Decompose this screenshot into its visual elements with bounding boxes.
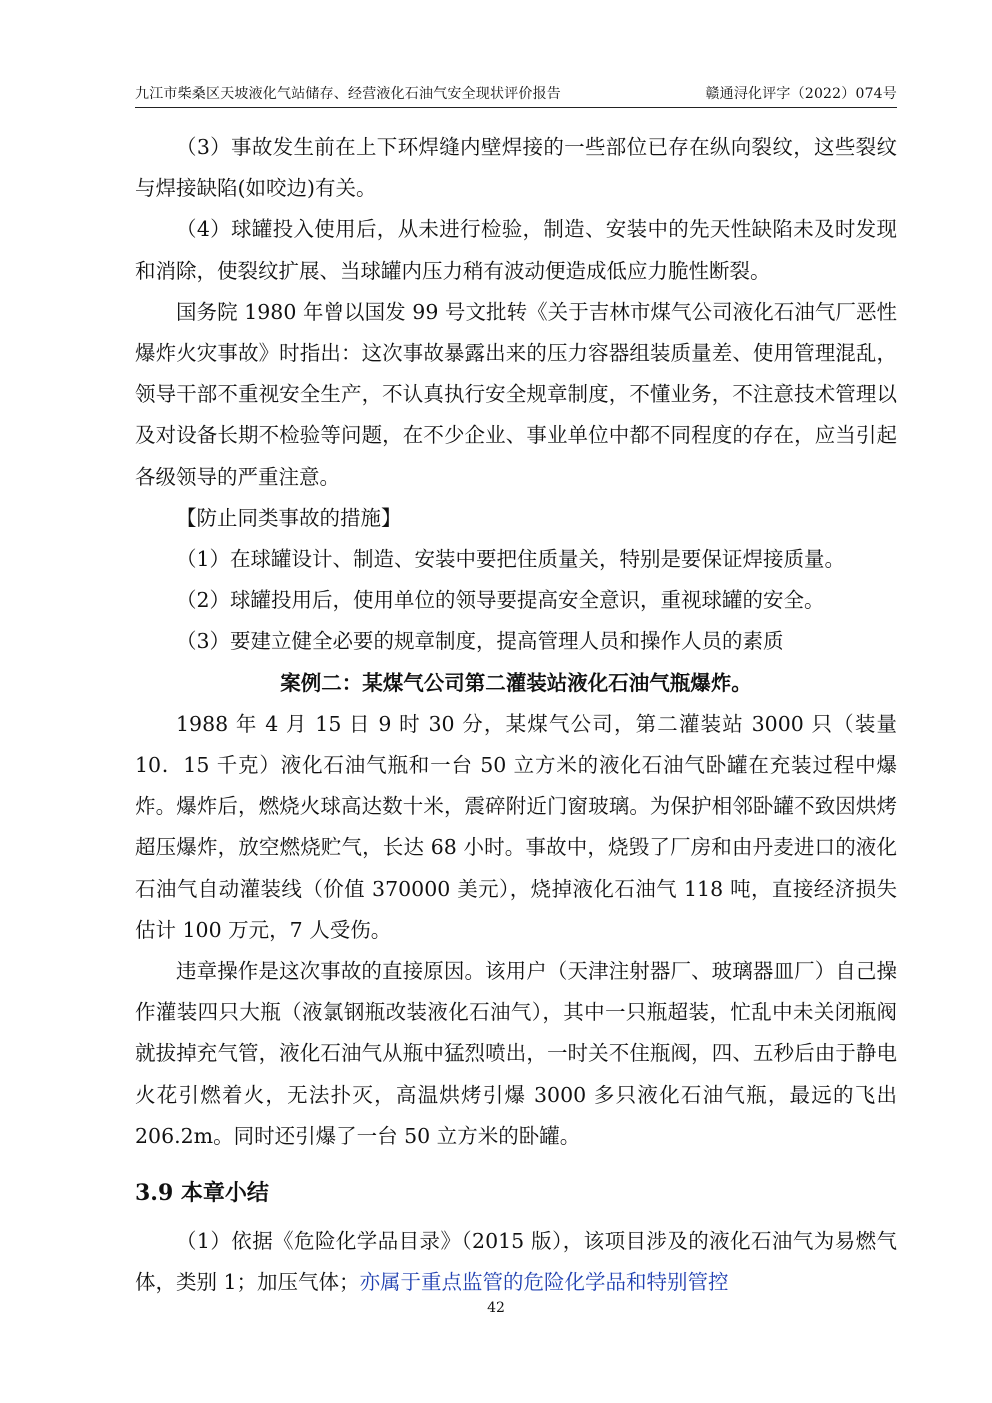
summary-highlight-text: 亦属于重点监管的危险化学品和特别管控	[359, 1270, 729, 1295]
measures-heading: 【防止同类事故的措施】	[176, 505, 402, 530]
paragraph: 1988 年 4 月 15 日 9 时 30 分，某煤气公司，第二灌装站 3000 只（装量 10．15 千克）液化石油气瓶和一台 50 立方米的液化石油气卧罐在充装过程中爆炸。爆炸后，燃烧火球高达数十米，震碎附近门窗玻璃。为保护相邻卧罐不致因烘烤超压爆炸，放空燃烧贮气，长达 68 小时。事故中，烧毁了厂房和由丹麦进口的液化石油气自动灌装线（价值 370000 美元），烧掉液化石油气 118 吨，直接经济损失估计 100 万元，7 人受伤。	[135, 711, 897, 942]
section-heading: 3.9 本章小结	[135, 1180, 269, 1207]
summary-paragraph	[135, 1221, 897, 1303]
page-body	[135, 127, 897, 1303]
header-doc-number: 赣通浔化评字（2022）074号	[705, 86, 897, 102]
page-number: 42	[487, 1300, 505, 1316]
paragraph: 违章操作是这次事故的直接原因。该用户（天津注射器厂、玻璃器皿厂）自己操作灌装四只大瓶（液氯钢瓶改装液化石油气），其中一只瓶超装，忙乱中未关闭瓶阀就拔掉充气管，液化石油气从瓶中猛烈喷出，一时关不住瓶阀，四、五秒后由于静电火花引燃着火，无法扑灭，高温烘烤引爆 3000 多只液化石油气瓶，最远的飞出 206.2m。同时还引爆了一台 50 立方米的卧罐。	[135, 959, 897, 1148]
paragraph: （3）事故发生前在上下环焊缝内壁焊接的一些部位已存在纵向裂纹，这些裂纹与焊接缺陷(如咬边)有关。	[135, 135, 897, 201]
page-header	[135, 78, 897, 108]
paragraph: （4）球罐投入使用后，从未进行检验，制造、安装中的先天性缺陷未及时发现和消除，使裂纹扩展、当球罐内压力稍有波动便造成低应力脆性断裂。	[135, 217, 897, 283]
case-title: 案例二：某煤气公司第二灌装站液化石油气瓶爆炸。	[280, 670, 752, 695]
header-report-title: 九江市柴桑区天坡液化气站储存、经营液化石油气安全现状评价报告	[135, 86, 561, 102]
paragraph: （3）要建立健全必要的规章制度，提高管理人员和操作人员的素质	[176, 629, 784, 654]
paragraph: （2）球罐投用后，使用单位的领导要提高安全意识，重视球罐的安全。	[176, 588, 825, 613]
paragraph: （1）在球罐设计、制造、安装中要把住质量关，特别是要保证焊接质量。	[176, 547, 846, 572]
paragraph: 国务院 1980 年曾以国发 99 号文批转《关于吉林市煤气公司液化石油气厂恶性爆炸火灾事故》时指出：这次事故暴露出来的压力容器组装质量差、使用管理混乱，领导干部不重视安全生产，不认真执行安全规章制度，不懂业务，不注意技术管理以及对设备长期不检验等问题，在不少企业、事业单位中都不同程度的存在，应当引起各级领导的严重注意。	[135, 299, 897, 489]
summary-text: （1）依据《危险化学品目录》（2015 版），该项目涉及的液化石油气为易燃气体，类别 1；加压气体；	[135, 1229, 897, 1295]
